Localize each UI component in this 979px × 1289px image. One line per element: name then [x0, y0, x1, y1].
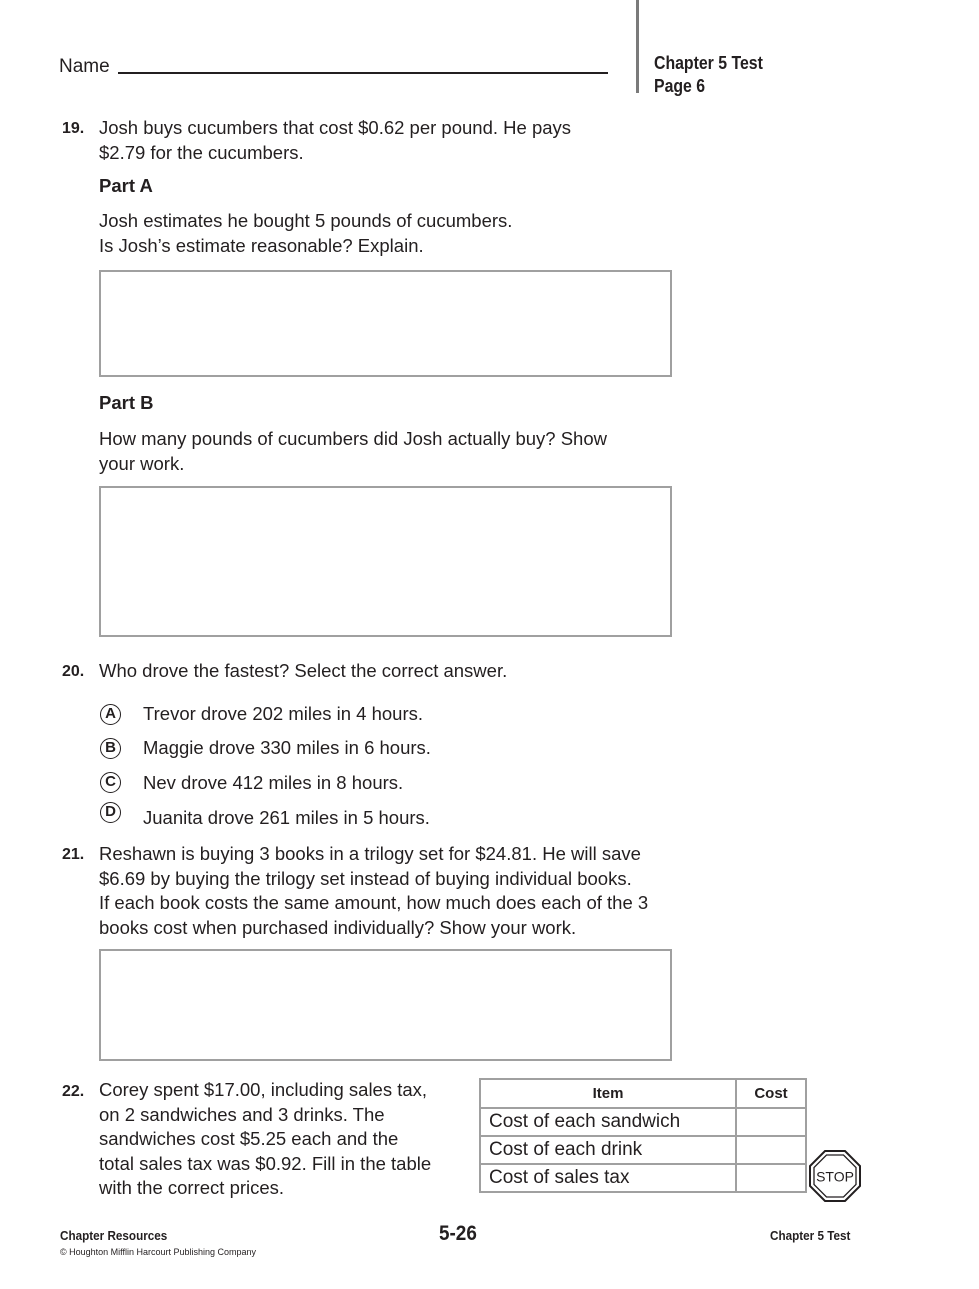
question-22-number: 22. [62, 1083, 85, 1100]
sales-tax-cost-cell[interactable] [736, 1164, 806, 1192]
item-cell: Cost of sales tax [480, 1164, 736, 1192]
chapter-title: Chapter 5 Test [654, 53, 763, 73]
choice-d-bubble[interactable]: D [100, 802, 121, 823]
price-table [479, 1078, 807, 1193]
stop-sign-shape [809, 1150, 861, 1202]
page-label: Page 6 [654, 76, 706, 96]
question-21-text [99, 842, 648, 940]
question-22-line-4: total sales tax was $0.92. Fill in the table [99, 1152, 432, 1174]
question-19-line-2: $2.79 for the cucumbers. [99, 141, 304, 163]
stop-sign-label: STOP [816, 1168, 854, 1185]
column-header-item: Item [480, 1079, 736, 1108]
question-19-text [99, 116, 571, 165]
name-label: Name [59, 56, 110, 77]
choice-c-text: Nev drove 412 miles in 8 hours. [143, 772, 404, 793]
question-21-line-1: Reshawn is buying 3 books in a trilogy set for $24.81. He will save [99, 843, 641, 864]
question-21-line-3: If each book costs the same amount, how much does each of the 3 [99, 892, 649, 913]
drink-cost-cell[interactable] [736, 1136, 806, 1164]
part-b-text [99, 427, 607, 476]
question-19-line-1: Josh buys cucumbers that cost $0.62 per pound. He pays [99, 117, 572, 138]
sandwich-cost-cell[interactable] [736, 1108, 806, 1136]
question-22-line-2: on 2 sandwiches and 3 drinks. The [99, 1103, 385, 1125]
question-22-line-1: Corey spent $17.00, including sales tax, [99, 1079, 428, 1100]
footer-copyright: © Houghton Mifflin Harcourt Publishing Company [60, 1247, 257, 1257]
footer-chapter-resources: Chapter Resources [60, 1228, 168, 1243]
part-a-line-1: Josh estimates he bought 5 pounds of cucumbers. [99, 210, 513, 231]
question-21-answer-box[interactable] [99, 949, 672, 1061]
footer-page-number: 5-26 [439, 1222, 477, 1245]
question-20-number: 20. [62, 663, 85, 680]
choice-a-text: Trevor drove 202 miles in 4 hours. [143, 703, 424, 724]
stop-sign-icon [809, 1150, 861, 1202]
question-20-prompt: Who drove the fastest? Select the correct answer. [99, 660, 508, 681]
price-table-header-row [480, 1079, 806, 1108]
question-19-number: 19. [62, 120, 85, 137]
choice-d-text: Juanita drove 261 miles in 5 hours. [143, 807, 430, 828]
choice-a-bubble[interactable]: A [100, 704, 121, 725]
footer-chapter-test: Chapter 5 Test [770, 1228, 851, 1243]
question-21-line-2: $6.69 by buying the trilogy set instead of buying individual books. [99, 867, 632, 889]
table-row [480, 1136, 806, 1164]
column-header-cost: Cost [736, 1079, 806, 1108]
name-line[interactable] [118, 72, 608, 74]
item-cell: Cost of each drink [480, 1136, 736, 1164]
part-a-answer-box[interactable] [99, 270, 672, 377]
choice-c-bubble[interactable]: C [100, 772, 121, 793]
question-22-text [99, 1078, 431, 1201]
item-cell: Cost of each sandwich [480, 1108, 736, 1136]
part-b-line-1: How many pounds of cucumbers did Josh actually buy? Show [99, 428, 607, 449]
part-a-text [99, 209, 512, 258]
question-22-line-3: sandwiches cost $5.25 each and the [99, 1128, 399, 1149]
part-b-label: Part B [99, 392, 154, 413]
part-a-label: Part A [99, 175, 153, 196]
table-row [480, 1164, 806, 1192]
question-22-line-5: with the correct prices. [99, 1177, 285, 1198]
chapter-heading [654, 52, 763, 98]
part-b-line-2: your work. [99, 452, 185, 474]
choice-b-bubble[interactable]: B [100, 738, 121, 759]
part-b-answer-box[interactable] [99, 486, 672, 637]
choice-b-text: Maggie drove 330 miles in 6 hours. [143, 737, 431, 758]
part-a-line-2: Is Josh’s estimate reasonable? Explain. [99, 234, 424, 256]
question-21-line-4: books cost when purchased individually? Show your work. [99, 916, 577, 938]
table-row [480, 1108, 806, 1136]
question-21-number: 21. [62, 846, 85, 863]
header-divider [636, 0, 639, 93]
